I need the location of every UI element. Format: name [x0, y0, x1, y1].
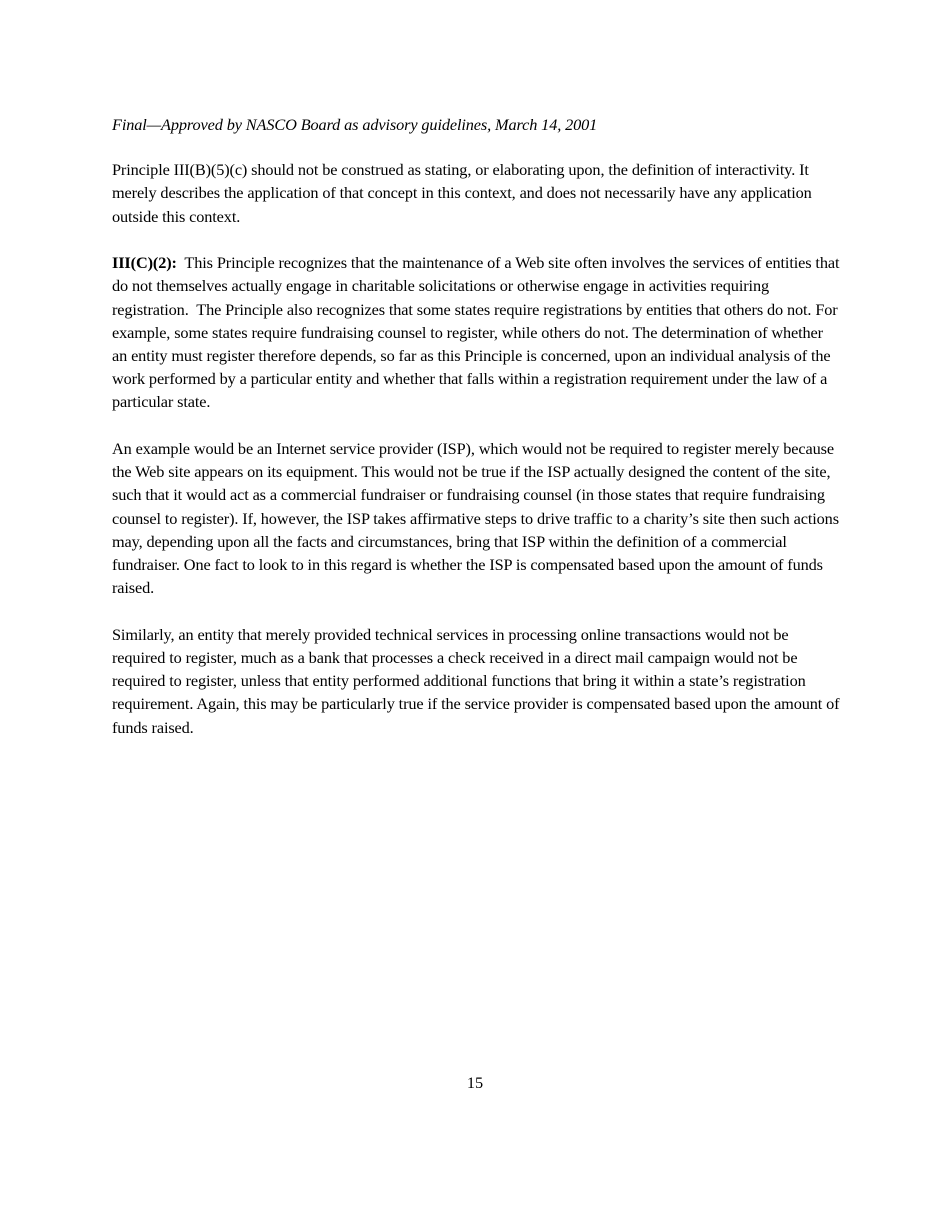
principle-explanation-text: This Principle recognizes that the maintenance of a Web site often involves the services of entities that do not themselves actually engage in charitable solicitations or otherwise engage in activities requiring registration. The Principle also recognizes that some states require registrations by entities that others do not. For example, some states require fundraising counsel to register, while others do not. The determination of whether an entity must register therefore depends, so far as this Principle is concerned, upon an individual analysis of the work performed by a particular entity and whether that falls within a registration requirement under the law of a particular state. — [112, 253, 844, 412]
page-content — [112, 113, 842, 762]
paragraph-principle-iii-c-2 — [112, 251, 842, 413]
paragraph-technical-services: Similarly, an entity that merely provided technical services in processing online transactions would not be required to register, much as a bank that processes a check received in a direct mail campaign would not be required to register, unless that entity performed additional functions that bring it within a state’s registration requirement. Again, this may be particularly true if the service provider is compensated based upon the amount of funds raised. — [112, 624, 840, 737]
page-number: 15 — [466, 1073, 484, 1092]
document-status-header: Final—Approved by NASCO Board as advisory guidelines, March 14, 2001 — [112, 115, 598, 134]
paragraph-interactivity: Principle III(B)(5)(c) should not be construed as stating, or elaborating upon, the definition of interactivity. It merely describes the application of that concept in this context, and does not necessarily have any application outside this context. — [112, 160, 812, 226]
principle-reference-label: III(C)(2): — [112, 253, 177, 273]
paragraph-isp-example: An example would be an Internet service provider (ISP), which would not be required to register merely because the Web site appears on its equipment. This would not be true if the ISP actually designed the content of the site, such that it would act as a commercial fundraiser or fundraising counsel (in those states that require fundraising counsel to register). If, however, the ISP takes affirmative steps to drive traffic to a charity’s site then such actions may, depending upon all the facts and circumstances, bring that ISP within the definition of a commercial fundraiser. One fact to look to in this regard is whether the ISP is compensated based upon the amount of funds raised. — [112, 439, 839, 598]
